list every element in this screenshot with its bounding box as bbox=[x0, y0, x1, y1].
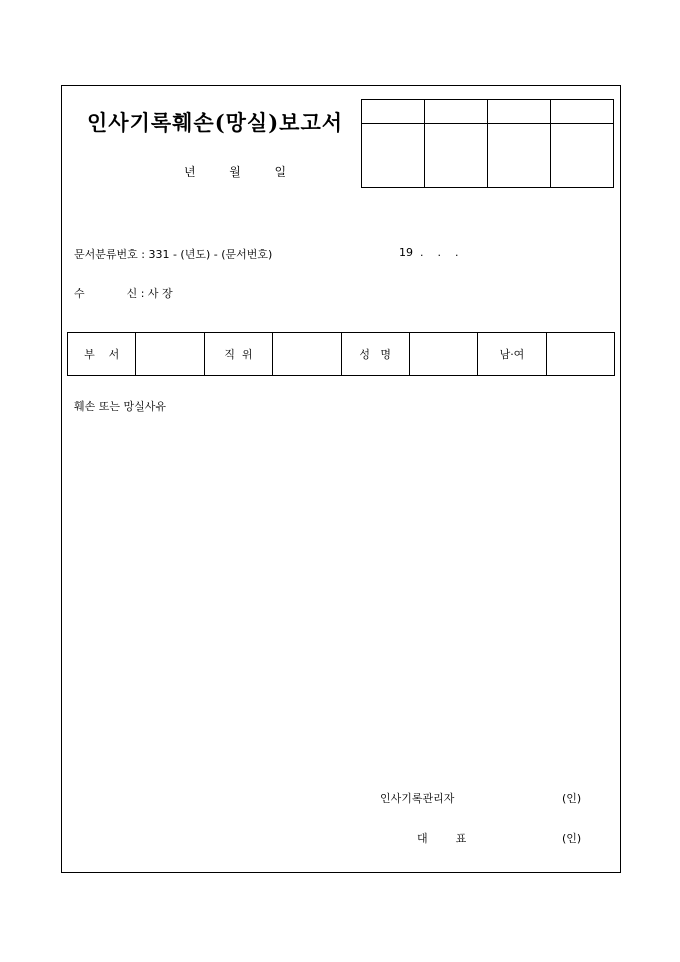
department-field[interactable] bbox=[136, 333, 204, 376]
approval-grid bbox=[361, 99, 614, 188]
approval-sign-cell[interactable] bbox=[425, 124, 488, 188]
position-label: 직 위 bbox=[204, 333, 272, 376]
reason-field[interactable] bbox=[74, 418, 608, 778]
representative-seal: (인) bbox=[562, 832, 582, 845]
gender-label: 남·여 bbox=[478, 333, 546, 376]
approval-header-cell[interactable] bbox=[551, 100, 614, 124]
recipient-line: 수 신 : 사 장 bbox=[74, 287, 173, 300]
name-label: 성 명 bbox=[341, 333, 409, 376]
approval-header-cell[interactable] bbox=[362, 100, 425, 124]
representative-label: 대 표 bbox=[417, 832, 467, 845]
approval-sign-cell[interactable] bbox=[551, 124, 614, 188]
department-label: 부 서 bbox=[68, 333, 136, 376]
day-label: 일 bbox=[274, 165, 287, 179]
date-line bbox=[184, 163, 286, 180]
reason-label: 훼손 또는 망실사유 bbox=[74, 400, 167, 413]
form-title: 인사기록훼손(망실)보고서 bbox=[87, 110, 344, 135]
year-label: 년 bbox=[184, 165, 196, 179]
approval-sign-cell[interactable] bbox=[488, 124, 551, 188]
report-date: 19 . . . bbox=[399, 246, 459, 259]
manager-label: 인사기록관리자 bbox=[380, 792, 455, 805]
approval-header-cell[interactable] bbox=[425, 100, 488, 124]
employee-info-table bbox=[67, 332, 615, 376]
position-field[interactable] bbox=[273, 333, 341, 376]
classification-number: 문서분류번호 : 331 - (년도) - (문서번호) bbox=[74, 248, 273, 261]
manager-seal: (인) bbox=[562, 792, 582, 805]
approval-sign-cell[interactable] bbox=[362, 124, 425, 188]
approval-header-cell[interactable] bbox=[488, 100, 551, 124]
gender-field[interactable] bbox=[546, 333, 614, 376]
month-label: 월 bbox=[229, 165, 241, 179]
name-field[interactable] bbox=[409, 333, 477, 376]
